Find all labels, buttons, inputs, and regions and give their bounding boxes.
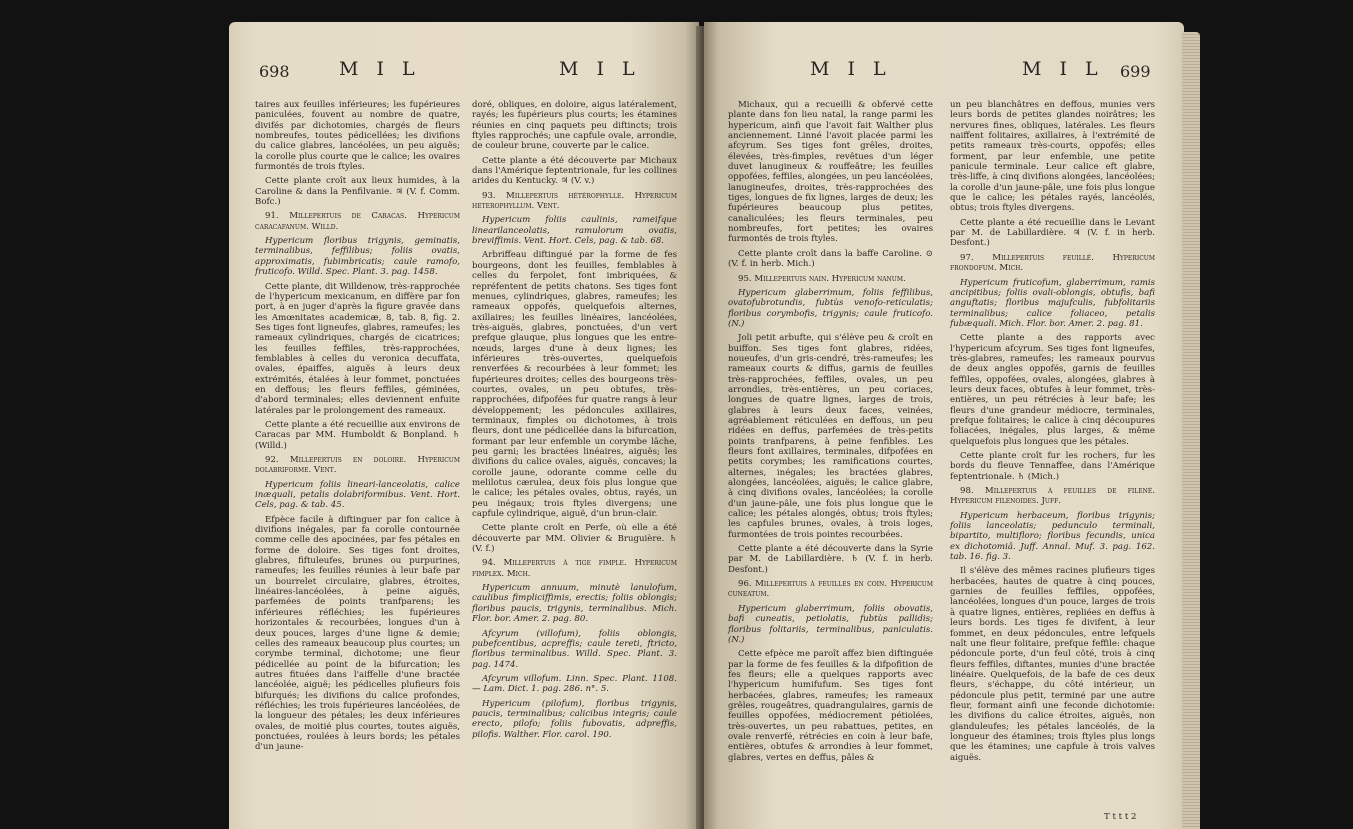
paragraph: Cette plante a été recueillie dans le Levant par M. de Labillardière. ♃ (V. f. in herb. Desfont.) — [950, 217, 1155, 249]
entry-heading: 93. Millepertuis hétérophylle. Hypericum heterophyllum. Vent. — [472, 190, 677, 212]
paragraph: doré, obliques, en doloire, aigus latéralement, rayés; les fupérieurs plus courts; les étamines réunies en cinq paquets peu diftincts; trois ftyles rapprochés; une capfule ovale, arrondie, de couleur brune, couverte par le calice. — [472, 100, 677, 152]
entry-heading: 98. Millepertuis à feuilles de filené. Hypericum filenoides. Juff. — [950, 486, 1155, 507]
book-spread — [14, 8, 1339, 829]
paragraph: Joli petit arbufte, qui s'élève peu & croît en buiffon. Ses tiges font glabres, ridées, noueufes, d'un gris-cendré, très-rameufes; les rameaux courts & diffus, garnis de feuilles très-rapprochées, feffiles, ovales, un peu arrondies, très-entières, un peu coriaces, longues de quatre lignes, larges de trois, glabres à leurs deux faces, veinées, agréablement réticulées en deffous, un peu ridées en deffus, parfemées de très-petits points tranfparens, à peine fenfibles. Les fleurs font axillaires, terminales, difpofées en petits corymbes; les ramifications courtes, alternes, inégales; les bractées glabres, alongées, lancéolées, aiguës; le calice glabre, à cinq divifions ovales, lancéolées; la corolle d'un jaune-pâle, une fois plus longue que le calice; les pétales alongés, obtus; trois ftyles; les capfules brunes, ovales, à trois loges, furmontées de trois pointes recourbées. — [728, 333, 933, 540]
left-head-col1: M I L — [339, 58, 421, 80]
latin-description: Hypericum fruticofum, glaberrimum, ramis ancipitibus; foliis ovali-oblongis, obtufis, bafi anguftatis; floribus majufculis, fubfolitariis terminalibus; calice foliaceo, petalis fubæquali. Mich. Flor. bor. Amer. 2. pag. 81. — [950, 277, 1155, 329]
left-head-col2: M I L — [559, 58, 641, 80]
right-head-col2: M I L — [1022, 58, 1104, 80]
right-running-head — [740, 58, 1160, 90]
paragraph: Cette plante, dit Willdenow, très-rapprochée de l'hypericum mexicanum, en diffère par fon port, à en juger d'après la figure gravée dans les Amœnitates academicæ, 8, tab. 8, fig. 2. Ses tiges font ligneufes, glabres, rameufes; les rameaux cylindriques, chargés de cicatrices; les feuilles feffiles, très-rapprochées, femblables à celles du veronica decuffata, ovales, épaiffes, aiguës à leurs deux extrémités, étalées à leur fommet, ponctuées en deffous; les fleurs feffiles, géminées, d'abord terminales; elles deviennent enfuite latérales par le prolongement des rameaux. — [255, 281, 460, 416]
paragraph: Cette plante a été recueillie aux environs de Caracas par MM. Humboldt & Bonpland. ♄ (Willd.) — [255, 419, 460, 451]
left-page — [229, 22, 699, 829]
paragraph: Arbriffeau diftingué par la forme de fes bourgeons, dont les feuilles, femblables à celles du ferpolet, font imbriquées, & repréfentent de petits chatons. Ses tiges font menues, cylindriques, glabres, rameufes; les rameaux oppofés, quelquefois alternes, axillaires; les feuilles linéaires, lancéolées, très-aiguës, glabres, ponctuées, d'un vert prefque glauque, plus longues que les entre-nœuds, larges d'une à deux lignes; les inférieures très-ouvertes, quelquefois renverfées & recourbées à leur fommet; les fupérieures droites; celles des bourgeons très-courtes, ovales, un peu obtufes, très-rapprochées, difpofées fur quatre rangs à leur développement; les pédoncules axillaires, terminaux, fimples ou dichotomes, à trois fleurs, dont une pédicellée dans la bifurcation, formant par leur enfemble un corymbe lâche, peu garni; les bractées linéaires, aiguës; les divifions du calice ovales, aiguës, concaves; la corolle jaune, odorante comme celle du melilotus cærulea, deux fois plus longue que le calice; les pétales ovales, obtus, rayés, un peu inégaux; trois ftyles divergens; une capfule cylindrique, aiguë, d'un brun-clair. — [472, 250, 677, 520]
paragraph: Michaux, qui a recueilli & obfervé cette plante dans fon lieu natal, la range parmi les hypericum, ainfi que l'avoit fait Walther plus anciennement. Linné l'avoit placée parmi les afcyrum. Ses tiges font grêles, droites, élevées, très-fimples, revêtues d'un léger duvet lanugineux & rouffeâtre; les feuilles oppofées, feffiles, alongées, un peu lancéolées, lanugineufes, droites, très-rapprochées des tiges, longues de fix lignes, larges de deux; les fupérieures beaucoup plus petites, canaliculées; les fleurs terminales, peu nombreufes, fort petites; les ovaires furmontés de trois ftyles. — [728, 100, 933, 245]
paragraph: Efpèce facile à diftinguer par fon calice à divifions inégales, par fa corolle contournée comme celle des apocinées, par fes pétales en forme de doloire. Ses tiges font droites, glabres, fiftuleufes, brunes ou purpurines, rameufes; les feuilles réunies à leur bafe par un bourrelet circulaire, glabres, étroites, linéaires-lancéolées, à peine aiguës, parfemées de points tranfparens; les inférieures réfléchies; les fupérieures horizontales & recourbées, longues d'un à deux pouces, larges d'une ligne & demie; celles des rameaux beaucoup plus courtes; un corymbe terminal, dichotome; une fleur pédicellée au point de la bifurcation; les autres fituées dans l'aiffelle d'une bractée lancéolée, aiguë; les pédicelles plufieurs fois bifurqués; les divifions du calice profondes, réfléchies; les trois fupérieures lancéolées, de la longueur des pétales; les deux inférieures ovales, de moitié plus courtes, toutes aiguës, ponctuées, roulées à leurs bords; les pétales d'un jaune- — [255, 514, 460, 753]
right-page-column-2 — [950, 100, 1155, 767]
paragraph: Cette plante a été découverte par Michaux dans l'Amérique feptentrionale, fur les collines arides du Kentucky. ♃ (V. v.) — [472, 155, 677, 187]
paragraph: Cette plante a des rapports avec l'hypericum afcyrum. Ses tiges font ligneufes, très-glabres, rameufes; les rameaux pourvus de deux angles oppofés, garnis de feuilles feffiles, oppofées, ovales, alongées, glabres à leurs deux faces, obtufes à leur fommet, très-entières, un peu rétrécies à leur bafe; les fleurs d'une grandeur médiocre, terminales, prefque folitaires; le calice à cinq découpures foliacées, inégales, plus larges, & même quelquefois plus longues que les pétales. — [950, 333, 1155, 447]
latin-description: Hypericum annuum, minutè lanulofum, caulibus fimpliciffimis, erectis; foliis oblongis; floribus paucis, trigynis, terminalibus. Mich. Flor. bor. Amer. 2. pag. 80. — [472, 583, 677, 625]
paragraph: taires aux feuilles inférieures; les fupérieures paniculées, fouvent au nombre de quatre, divifés par dichotomies, chargés de fleurs nombreufes, toutes pédicellées; les divifions du calice glabres, lancéolées, un peu aiguës; la corolle plus courte que le calice; les ovaires furmontés de trois ftyles. — [255, 100, 460, 173]
left-page-column-1 — [255, 100, 460, 757]
latin-description: Hypericum floribus trigynis, geminatis, terminalibus, feffilibus; foliis ovatis, approximatis, fubimbricatis; caule ramofo, fruticofo. Willd. Spec. Plant. 3. pag. 1458. — [255, 236, 460, 278]
paragraph: Cette plante croît fur les rochers, fur les bords du fleuve Tennaffee, dans l'Amérique feptentrionale. ♄ (Mich.) — [950, 451, 1155, 482]
right-page — [704, 22, 1184, 829]
latin-reference: Afcyrum villofum. Linn. Spec. Plant. 1108. — Lam. Dict. 1. pag. 286. n°. 5. — [472, 673, 677, 695]
paragraph: Il s'élève des mêmes racines plufieurs tiges herbacées, hautes de quatre à cinq pouces, garnies de feuilles feffiles, oppofées, lancéolées, longues d'un pouce, larges de trois à quatre lignes, entières, repliées en deffus à leurs bords. Les tiges fe divifent, à leur fommet, en deux pédoncules, entre lefquels naît une fleur folitaire, prefque feffile: chaque pédoncule porte, d'un feul côté, trois à cinq fleurs feffiles, diftantes, munies d'une bractée linéaire. Quelquefois, de la bafe de ces deux fleurs, s'échappe, du côté intérieur, un pédoncule plus petit, terminé par une autre fleur, formant ainfi une feconde dichotomie: les divifions du calice étroites, aiguës, non glanduleufes; les pétales lancéolés, de la longueur des étamines; trois ftyles plus longs que les étamines; une capfule à trois valves aiguës. — [950, 566, 1155, 763]
latin-description: Hypericum glaberrimum, foliis obovatis, bafi cuneatis, petiolatis, fubtùs pallidis; floribus folitariis, terminalibus, paniculatis. (N.) — [728, 603, 933, 645]
entry-heading: 91. Millepertuis de Caracas. Hypericum caracafanum. Willd. — [255, 211, 460, 232]
latin-description: Hypericum glaberrimum, foliis feffilibus, ovatofubrotundis, fubtùs venofo-reticulatis; floribus corymbofis, trigynis; caule fruticofo. (N.) — [728, 287, 933, 329]
entry-heading: 97. Millepertuis feuillé. Hypericum frondofum. Mich. — [950, 252, 1155, 274]
latin-description: Hypericum herbaceum, floribus trigynis; foliis lanceolatis; pedunculo terminali, bipartito, multifloro; floribus fecundis, unica ex dichotomiâ. Juff. Annal. Muf. 3. pag. 162. tab. 16. fig. 3. — [950, 510, 1155, 563]
left-page-column-2 — [472, 100, 677, 744]
paragraph: Cette efpèce me paroît affez bien diftinguée par la forme de fes feuilles & la difpofition de fes fleurs; elle a quelques rapports avec l'hypericum humifufum. Ses tiges font herbacées, glabres, rameufes; les rameaux grêles, rougeâtres, quadrangulaires, garnis de feuilles oppofées, médiocrement pétiolées, très-ouvertes, un peu rabattues, petites, en ovale renverfé, rétrécies en coin à leur bafe, entières, obtufes & arrondies à leur fommet, glabres, vertes en deffus, pâles & — [728, 649, 933, 763]
entry-heading: 92. Millepertuis en doloire. Hypericum dolabriforme. Vent. — [255, 455, 460, 476]
left-page-number: 698 — [259, 62, 290, 81]
signature-mark: T t t t 2 — [1104, 812, 1137, 822]
paragraph: Cette plante croît aux lieux humides, à la Caroline & dans la Penfilvanie. ♃ (V. f. Comm. Bofc.) — [255, 176, 460, 208]
paragraph: Cette plante croît dans la baffe Caroline. ⊙ (V. f. in herb. Mich.) — [728, 248, 933, 270]
paragraph: Cette plante croît en Perfe, où elle a été découverte par MM. Olivier & Bruguière. ♄ (V. f.) — [472, 523, 677, 555]
latin-description: Afcyrum (villofum), foliis oblongis, pubefcentibus, acpreffis; caule tereti, ftricto, floribus terminalibus. Willd. Spec. Plant. 3. pag. 1474. — [472, 628, 677, 670]
latin-description: Hypericum foliis caulinis, rameifque linearilanceolatis, ramulorum ovatis, breviffimis. Vent. Hort. Cels, pag. & tab. 68. — [472, 215, 677, 247]
left-running-head — [259, 58, 679, 90]
paragraph: un peu blanchâtres en deffous, munies vers leurs bords de petites glandes noirâtres; les nervures fines, obliques, latérales. Les fleurs naiffent folitaires, axillaires, à l'extrémité de petits rameaux très-courts, oppofés; elles forment, par leur enfemble, une petite panicule terminale. Leur calice eft glabre, très-liffe, à cinq divifions alongées, lancéolées; la corolle d'un jaune-pâle, une fois plus longue que le calice; les pétales rayés, lancéolés, obtus; trois ftyles divergens. — [950, 100, 1155, 214]
entry-heading: 95. Millepertuis nain. Hypericum nanum. — [738, 273, 906, 284]
entry-heading: 94. Millepertuis à tige fimple. Hypericum fimplex. Mich. — [472, 558, 677, 579]
right-page-number: 699 — [1120, 62, 1151, 81]
right-page-column-1 — [728, 100, 933, 767]
page-edges — [1182, 32, 1200, 829]
latin-description: Hypericum foliis lineari-lanceolatis, calice inæquali, petalis dolabriformibus. Vent. Hort. Cels, pag. & tab. 45. — [255, 479, 460, 511]
right-head-col1: M I L — [810, 58, 892, 80]
paragraph: Cette plante a été découverte dans la Syrie par M. de Labillardière. ♄ (V. f. in herb. Desfont.) — [728, 544, 933, 575]
latin-description: Hypericum (pilofum), floribus trigynis, paucis, terminalibus; calicibus integris; caule erecto, pilofo; foliis fubovatis, adpreffis, pilofis. Walther. Flor. carol. 190. — [472, 698, 677, 740]
entry-heading: 96. Millepertuis à feuilles en coin. Hypericum cuneatum. — [728, 579, 933, 600]
